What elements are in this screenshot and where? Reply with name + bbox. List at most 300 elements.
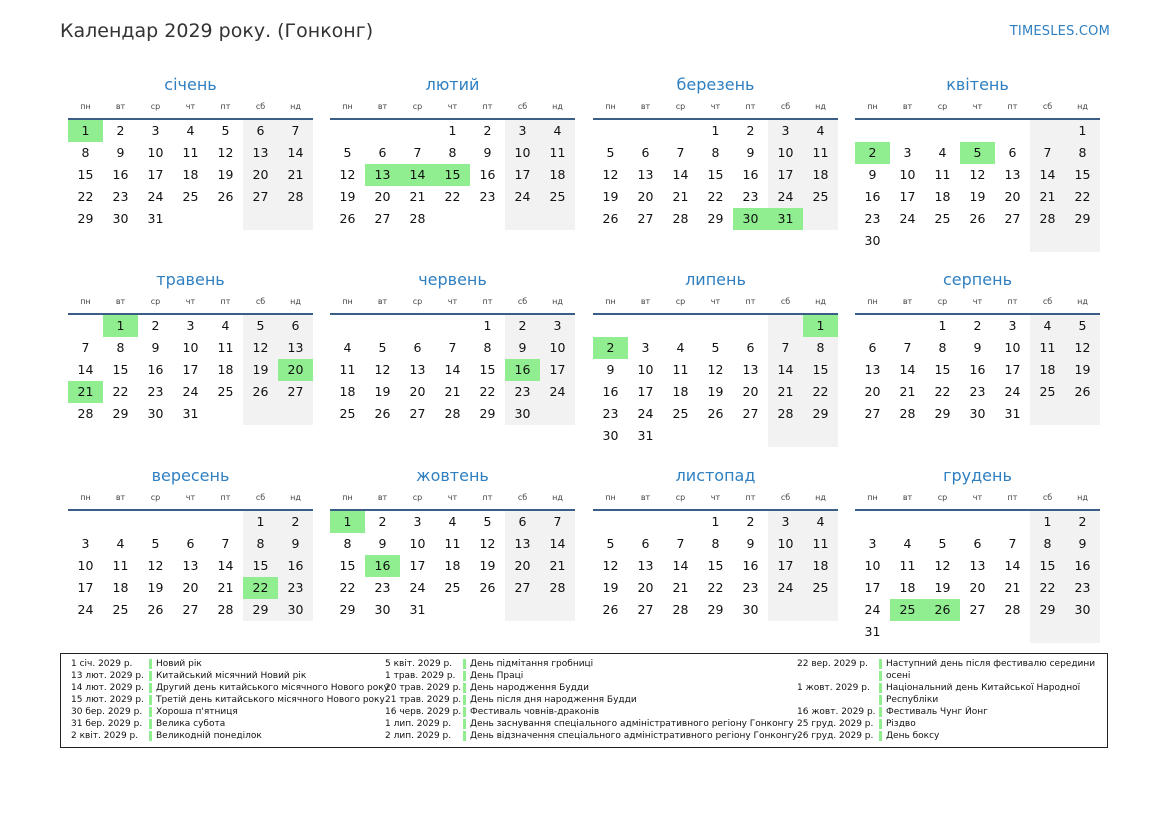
day-cell[interactable]: 22: [479, 384, 496, 399]
day-cell[interactable]: 14: [768, 359, 803, 381]
day-cell[interactable]: 21: [444, 384, 461, 399]
day-cell[interactable]: 31: [864, 624, 881, 639]
day-cell[interactable]: 26: [243, 381, 278, 403]
day-cell[interactable]: 24: [409, 580, 426, 595]
day-cell[interactable]: 12: [969, 167, 986, 182]
day-cell[interactable]: 8: [81, 145, 90, 160]
day-cell[interactable]: 6: [641, 536, 650, 551]
day-cell[interactable]: 22: [339, 580, 356, 595]
holiday-day[interactable]: 1: [803, 315, 838, 337]
day-cell[interactable]: 13: [864, 362, 881, 377]
day-cell[interactable]: 28: [409, 211, 426, 226]
day-cell[interactable]: 18: [803, 164, 838, 186]
day-cell[interactable]: 13: [243, 142, 278, 164]
day-cell[interactable]: 18: [217, 362, 234, 377]
day-cell[interactable]: 30: [969, 406, 986, 421]
day-cell[interactable]: 2: [505, 315, 540, 337]
day-cell[interactable]: 24: [182, 384, 199, 399]
day-cell[interactable]: 14: [672, 167, 689, 182]
day-cell[interactable]: 29: [1030, 599, 1065, 621]
day-cell[interactable]: 7: [768, 337, 803, 359]
day-cell[interactable]: 24: [77, 602, 94, 617]
holiday-day[interactable]: 15: [435, 164, 470, 186]
day-cell[interactable]: 14: [1030, 164, 1065, 186]
day-cell[interactable]: 17: [864, 580, 881, 595]
day-cell[interactable]: 16: [969, 362, 986, 377]
day-cell[interactable]: 27: [864, 406, 881, 421]
day-cell[interactable]: 7: [278, 120, 313, 142]
day-cell[interactable]: 3: [540, 315, 575, 337]
day-cell[interactable]: 16: [1065, 555, 1100, 577]
day-cell[interactable]: 5: [243, 315, 278, 337]
day-cell[interactable]: 18: [112, 580, 129, 595]
day-cell[interactable]: 29: [934, 406, 951, 421]
day-cell[interactable]: 19: [217, 167, 234, 182]
day-cell[interactable]: 24: [768, 186, 803, 208]
day-cell[interactable]: 3: [186, 318, 195, 333]
day-cell[interactable]: 22: [707, 580, 724, 595]
day-cell[interactable]: 21: [672, 580, 689, 595]
day-cell[interactable]: 4: [676, 340, 685, 355]
holiday-day[interactable]: 16: [505, 359, 540, 381]
day-cell[interactable]: 11: [444, 536, 461, 551]
day-cell[interactable]: 31: [147, 211, 164, 226]
day-cell[interactable]: 10: [409, 536, 426, 551]
day-cell[interactable]: 25: [803, 186, 838, 208]
day-cell[interactable]: 8: [116, 340, 125, 355]
day-cell[interactable]: 5: [151, 536, 160, 551]
day-cell[interactable]: 12: [479, 536, 496, 551]
day-cell[interactable]: 23: [1065, 577, 1100, 599]
day-cell[interactable]: 21: [1004, 580, 1021, 595]
day-cell[interactable]: 12: [243, 337, 278, 359]
holiday-day[interactable]: 20: [278, 359, 313, 381]
day-cell[interactable]: 7: [903, 340, 912, 355]
day-cell[interactable]: 15: [243, 555, 278, 577]
day-cell[interactable]: 21: [1030, 186, 1065, 208]
day-cell[interactable]: 10: [182, 340, 199, 355]
day-cell[interactable]: 27: [182, 602, 199, 617]
day-cell[interactable]: 3: [81, 536, 90, 551]
day-cell[interactable]: 11: [182, 145, 199, 160]
day-cell[interactable]: 18: [1030, 359, 1065, 381]
day-cell[interactable]: 23: [602, 406, 619, 421]
day-cell[interactable]: 29: [339, 602, 356, 617]
day-cell[interactable]: 18: [934, 189, 951, 204]
day-cell[interactable]: 12: [339, 167, 356, 182]
day-cell[interactable]: 1: [1065, 120, 1100, 142]
day-cell[interactable]: 7: [221, 536, 230, 551]
day-cell[interactable]: 1: [448, 123, 457, 138]
day-cell[interactable]: 5: [606, 536, 615, 551]
day-cell[interactable]: 24: [505, 186, 540, 208]
day-cell[interactable]: 23: [147, 384, 164, 399]
day-cell[interactable]: 23: [742, 189, 759, 204]
day-cell[interactable]: 9: [606, 362, 615, 377]
day-cell[interactable]: 15: [112, 362, 129, 377]
day-cell[interactable]: 25: [1030, 381, 1065, 403]
day-cell[interactable]: 31: [1004, 406, 1021, 421]
day-cell[interactable]: 7: [540, 511, 575, 533]
day-cell[interactable]: 10: [768, 533, 803, 555]
day-cell[interactable]: 9: [973, 340, 982, 355]
day-cell[interactable]: 30: [505, 403, 540, 425]
day-cell[interactable]: 31: [409, 602, 426, 617]
day-cell[interactable]: 10: [147, 145, 164, 160]
day-cell[interactable]: 5: [606, 145, 615, 160]
day-cell[interactable]: 23: [864, 211, 881, 226]
day-cell[interactable]: 8: [1030, 533, 1065, 555]
day-cell[interactable]: 3: [768, 120, 803, 142]
day-cell[interactable]: 7: [1030, 142, 1065, 164]
day-cell[interactable]: 3: [768, 511, 803, 533]
day-cell[interactable]: 12: [217, 145, 234, 160]
day-cell[interactable]: 3: [413, 514, 422, 529]
day-cell[interactable]: 25: [217, 384, 234, 399]
day-cell[interactable]: 16: [864, 189, 881, 204]
day-cell[interactable]: 1: [1030, 511, 1065, 533]
day-cell[interactable]: 19: [1065, 359, 1100, 381]
day-cell[interactable]: 27: [969, 602, 986, 617]
day-cell[interactable]: 3: [903, 145, 912, 160]
day-cell[interactable]: 5: [711, 340, 720, 355]
day-cell[interactable]: 6: [746, 340, 755, 355]
day-cell[interactable]: 8: [938, 340, 947, 355]
day-cell[interactable]: 29: [243, 599, 278, 621]
day-cell[interactable]: 13: [969, 558, 986, 573]
day-cell[interactable]: 21: [672, 189, 689, 204]
day-cell[interactable]: 4: [1030, 315, 1065, 337]
day-cell[interactable]: 1: [711, 123, 720, 138]
day-cell[interactable]: 9: [278, 533, 313, 555]
day-cell[interactable]: 26: [707, 406, 724, 421]
day-cell[interactable]: 20: [505, 555, 540, 577]
day-cell[interactable]: 13: [182, 558, 199, 573]
day-cell[interactable]: 4: [343, 340, 352, 355]
day-cell[interactable]: 19: [602, 189, 619, 204]
day-cell[interactable]: 1: [938, 318, 947, 333]
day-cell[interactable]: 10: [540, 337, 575, 359]
day-cell[interactable]: 20: [243, 164, 278, 186]
day-cell[interactable]: 26: [339, 211, 356, 226]
day-cell[interactable]: 25: [112, 602, 129, 617]
day-cell[interactable]: 8: [711, 145, 720, 160]
day-cell[interactable]: 17: [899, 189, 916, 204]
day-cell[interactable]: 8: [448, 145, 457, 160]
day-cell[interactable]: 16: [602, 384, 619, 399]
day-cell[interactable]: 22: [934, 384, 951, 399]
day-cell[interactable]: 17: [182, 362, 199, 377]
holiday-day[interactable]: 1: [103, 315, 138, 337]
day-cell[interactable]: 29: [77, 211, 94, 226]
day-cell[interactable]: 29: [707, 602, 724, 617]
day-cell[interactable]: 9: [116, 145, 125, 160]
day-cell[interactable]: 28: [672, 602, 689, 617]
day-cell[interactable]: 21: [217, 580, 234, 595]
day-cell[interactable]: 28: [77, 406, 94, 421]
day-cell[interactable]: 12: [934, 558, 951, 573]
holiday-day[interactable]: 30: [733, 208, 768, 230]
day-cell[interactable]: 2: [116, 123, 125, 138]
day-cell[interactable]: 30: [278, 599, 313, 621]
day-cell[interactable]: 19: [969, 189, 986, 204]
day-cell[interactable]: 12: [602, 167, 619, 182]
day-cell[interactable]: 17: [147, 167, 164, 182]
day-cell[interactable]: 2: [378, 514, 387, 529]
day-cell[interactable]: 7: [448, 340, 457, 355]
holiday-day[interactable]: 2: [593, 337, 628, 359]
day-cell[interactable]: 8: [343, 536, 352, 551]
day-cell[interactable]: 27: [243, 186, 278, 208]
day-cell[interactable]: 14: [77, 362, 94, 377]
day-cell[interactable]: 10: [637, 362, 654, 377]
day-cell[interactable]: 15: [803, 359, 838, 381]
day-cell[interactable]: 25: [934, 211, 951, 226]
day-cell[interactable]: 25: [182, 189, 199, 204]
day-cell[interactable]: 28: [672, 211, 689, 226]
holiday-day[interactable]: 25: [890, 599, 925, 621]
day-cell[interactable]: 4: [803, 511, 838, 533]
day-cell[interactable]: 22: [1065, 186, 1100, 208]
day-cell[interactable]: 6: [243, 120, 278, 142]
day-cell[interactable]: 5: [938, 536, 947, 551]
holiday-day[interactable]: 5: [960, 142, 995, 164]
day-cell[interactable]: 6: [641, 145, 650, 160]
day-cell[interactable]: 9: [378, 536, 387, 551]
day-cell[interactable]: 1: [243, 511, 278, 533]
day-cell[interactable]: 15: [77, 167, 94, 182]
day-cell[interactable]: 30: [112, 211, 129, 226]
day-cell[interactable]: 23: [479, 189, 496, 204]
day-cell[interactable]: 4: [448, 514, 457, 529]
day-cell[interactable]: 11: [672, 362, 689, 377]
day-cell[interactable]: 10: [1004, 340, 1021, 355]
day-cell[interactable]: 4: [938, 145, 947, 160]
holiday-day[interactable]: 21: [68, 381, 103, 403]
day-cell[interactable]: 18: [444, 558, 461, 573]
day-cell[interactable]: 26: [217, 189, 234, 204]
day-cell[interactable]: 27: [374, 211, 391, 226]
day-cell[interactable]: 26: [1065, 381, 1100, 403]
day-cell[interactable]: 16: [742, 558, 759, 573]
day-cell[interactable]: 27: [637, 602, 654, 617]
day-cell[interactable]: 12: [707, 362, 724, 377]
day-cell[interactable]: 14: [899, 362, 916, 377]
day-cell[interactable]: 19: [147, 580, 164, 595]
day-cell[interactable]: 29: [112, 406, 129, 421]
day-cell[interactable]: 2: [483, 123, 492, 138]
day-cell[interactable]: 27: [505, 577, 540, 599]
day-cell[interactable]: 16: [479, 167, 496, 182]
day-cell[interactable]: 15: [707, 167, 724, 182]
day-cell[interactable]: 9: [151, 340, 160, 355]
holiday-day[interactable]: 2: [855, 142, 890, 164]
day-cell[interactable]: 27: [637, 211, 654, 226]
day-cell[interactable]: 6: [378, 145, 387, 160]
day-cell[interactable]: 16: [742, 167, 759, 182]
day-cell[interactable]: 2: [746, 514, 755, 529]
day-cell[interactable]: 17: [409, 558, 426, 573]
day-cell[interactable]: 19: [374, 384, 391, 399]
day-cell[interactable]: 25: [672, 406, 689, 421]
day-cell[interactable]: 2: [278, 511, 313, 533]
day-cell[interactable]: 30: [1065, 599, 1100, 621]
day-cell[interactable]: 19: [243, 359, 278, 381]
day-cell[interactable]: 12: [374, 362, 391, 377]
day-cell[interactable]: 6: [868, 340, 877, 355]
day-cell[interactable]: 10: [77, 558, 94, 573]
day-cell[interactable]: 14: [672, 558, 689, 573]
day-cell[interactable]: 27: [742, 406, 759, 421]
day-cell[interactable]: 6: [505, 511, 540, 533]
day-cell[interactable]: 20: [1004, 189, 1021, 204]
day-cell[interactable]: 6: [1008, 145, 1017, 160]
day-cell[interactable]: 13: [505, 533, 540, 555]
day-cell[interactable]: 23: [112, 189, 129, 204]
day-cell[interactable]: 4: [903, 536, 912, 551]
day-cell[interactable]: 25: [803, 577, 838, 599]
day-cell[interactable]: 19: [934, 580, 951, 595]
day-cell[interactable]: 10: [899, 167, 916, 182]
holiday-day[interactable]: 16: [365, 555, 400, 577]
day-cell[interactable]: 14: [444, 362, 461, 377]
day-cell[interactable]: 24: [768, 577, 803, 599]
day-cell[interactable]: 17: [77, 580, 94, 595]
day-cell[interactable]: 14: [1004, 558, 1021, 573]
day-cell[interactable]: 22: [77, 189, 94, 204]
day-cell[interactable]: 16: [147, 362, 164, 377]
day-cell[interactable]: 12: [602, 558, 619, 573]
day-cell[interactable]: 17: [1004, 362, 1021, 377]
day-cell[interactable]: 11: [803, 142, 838, 164]
day-cell[interactable]: 22: [707, 189, 724, 204]
day-cell[interactable]: 3: [868, 536, 877, 551]
day-cell[interactable]: 29: [803, 403, 838, 425]
day-cell[interactable]: 11: [112, 558, 129, 573]
day-cell[interactable]: 22: [444, 189, 461, 204]
day-cell[interactable]: 14: [278, 142, 313, 164]
day-cell[interactable]: 13: [409, 362, 426, 377]
day-cell[interactable]: 17: [540, 359, 575, 381]
day-cell[interactable]: 17: [768, 555, 803, 577]
day-cell[interactable]: 14: [217, 558, 234, 573]
day-cell[interactable]: 23: [278, 577, 313, 599]
day-cell[interactable]: 25: [444, 580, 461, 595]
day-cell[interactable]: 29: [1065, 208, 1100, 230]
day-cell[interactable]: 4: [116, 536, 125, 551]
day-cell[interactable]: 30: [374, 602, 391, 617]
day-cell[interactable]: 13: [742, 362, 759, 377]
day-cell[interactable]: 20: [637, 580, 654, 595]
day-cell[interactable]: 27: [278, 381, 313, 403]
day-cell[interactable]: 22: [1030, 577, 1065, 599]
day-cell[interactable]: 21: [899, 384, 916, 399]
day-cell[interactable]: 27: [409, 406, 426, 421]
day-cell[interactable]: 21: [768, 381, 803, 403]
day-cell[interactable]: 15: [1065, 164, 1100, 186]
day-cell[interactable]: 1: [483, 318, 492, 333]
day-cell[interactable]: 21: [409, 189, 426, 204]
day-cell[interactable]: 26: [374, 406, 391, 421]
day-cell[interactable]: 28: [1030, 208, 1065, 230]
day-cell[interactable]: 24: [637, 406, 654, 421]
day-cell[interactable]: 20: [742, 384, 759, 399]
day-cell[interactable]: 11: [339, 362, 356, 377]
day-cell[interactable]: 19: [602, 580, 619, 595]
day-cell[interactable]: 8: [483, 340, 492, 355]
day-cell[interactable]: 20: [864, 384, 881, 399]
day-cell[interactable]: 11: [217, 340, 234, 355]
day-cell[interactable]: 25: [540, 186, 575, 208]
day-cell[interactable]: 21: [540, 555, 575, 577]
day-cell[interactable]: 18: [339, 384, 356, 399]
day-cell[interactable]: 26: [602, 602, 619, 617]
day-cell[interactable]: 4: [221, 318, 230, 333]
day-cell[interactable]: 18: [182, 167, 199, 182]
day-cell[interactable]: 9: [868, 167, 877, 182]
day-cell[interactable]: 24: [540, 381, 575, 403]
day-cell[interactable]: 31: [182, 406, 199, 421]
day-cell[interactable]: 5: [1065, 315, 1100, 337]
day-cell[interactable]: 7: [676, 536, 685, 551]
day-cell[interactable]: 30: [147, 406, 164, 421]
day-cell[interactable]: 28: [540, 577, 575, 599]
day-cell[interactable]: 28: [278, 186, 313, 208]
day-cell[interactable]: 15: [934, 362, 951, 377]
day-cell[interactable]: 17: [768, 164, 803, 186]
day-cell[interactable]: 2: [746, 123, 755, 138]
day-cell[interactable]: 28: [444, 406, 461, 421]
day-cell[interactable]: 5: [378, 340, 387, 355]
day-cell[interactable]: 31: [637, 428, 654, 443]
day-cell[interactable]: 11: [934, 167, 951, 182]
day-cell[interactable]: 26: [969, 211, 986, 226]
holiday-day[interactable]: 14: [400, 164, 435, 186]
day-cell[interactable]: 25: [339, 406, 356, 421]
day-cell[interactable]: 4: [186, 123, 195, 138]
day-cell[interactable]: 8: [243, 533, 278, 555]
day-cell[interactable]: 24: [147, 189, 164, 204]
day-cell[interactable]: 21: [278, 164, 313, 186]
day-cell[interactable]: 7: [1008, 536, 1017, 551]
day-cell[interactable]: 18: [540, 164, 575, 186]
day-cell[interactable]: 4: [540, 120, 575, 142]
day-cell[interactable]: 17: [505, 164, 540, 186]
day-cell[interactable]: 30: [742, 602, 759, 617]
day-cell[interactable]: 26: [479, 580, 496, 595]
brand-link[interactable]: TIMESLES.COM: [1009, 24, 1110, 39]
day-cell[interactable]: 13: [637, 558, 654, 573]
day-cell[interactable]: 23: [969, 384, 986, 399]
holiday-day[interactable]: 22: [243, 577, 278, 599]
day-cell[interactable]: 19: [479, 558, 496, 573]
day-cell[interactable]: 11: [899, 558, 916, 573]
day-cell[interactable]: 26: [602, 211, 619, 226]
day-cell[interactable]: 10: [768, 142, 803, 164]
day-cell[interactable]: 2: [973, 318, 982, 333]
day-cell[interactable]: 12: [147, 558, 164, 573]
day-cell[interactable]: 29: [479, 406, 496, 421]
day-cell[interactable]: 9: [746, 145, 755, 160]
day-cell[interactable]: 3: [1008, 318, 1017, 333]
day-cell[interactable]: 14: [540, 533, 575, 555]
day-cell[interactable]: 3: [641, 340, 650, 355]
day-cell[interactable]: 23: [374, 580, 391, 595]
day-cell[interactable]: 26: [147, 602, 164, 617]
day-cell[interactable]: 27: [1004, 211, 1021, 226]
day-cell[interactable]: 1: [711, 514, 720, 529]
day-cell[interactable]: 24: [899, 211, 916, 226]
